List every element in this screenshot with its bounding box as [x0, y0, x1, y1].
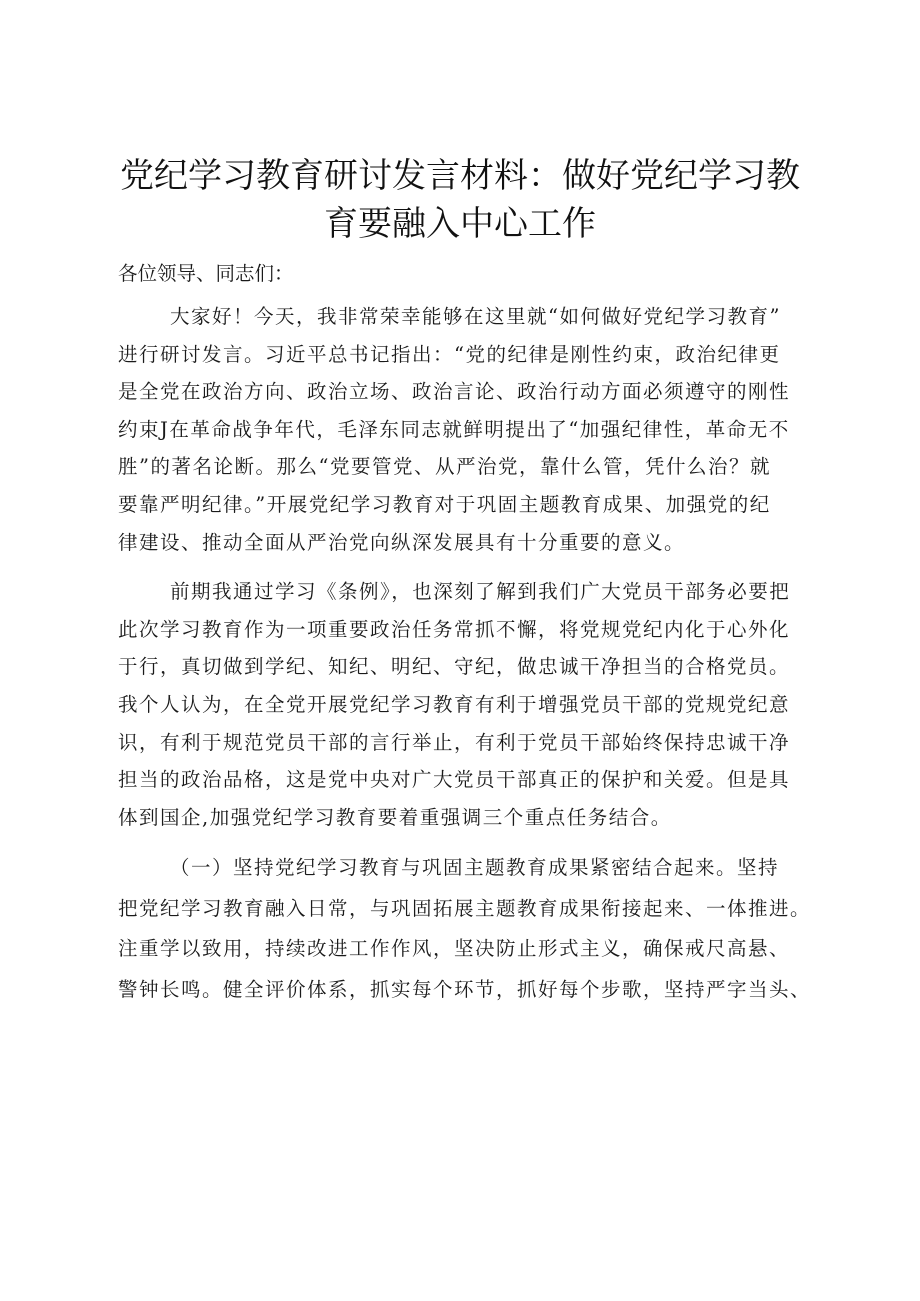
paragraph-line: 律建设、推动全面从严治党向纵深发展具有十分重要的意义。 [118, 530, 686, 554]
paragraph-line: 大家好！今天，我非常荣幸能够在这里就“如何做好党纪学习教育” [170, 305, 781, 328]
paragraph-line: 注重学以致用，持续改进工作作风，坚决防止形式主义，确保戒尺高悬、 [118, 937, 791, 961]
paragraph-line: 我个人认为，在全党开展党纪学习教育有利于增强党员干部的党规党纪意 [118, 692, 791, 716]
paragraph-line: 担当的政治品格，这是党中央对广大党员干部真正的保护和关爱。但是具 [118, 768, 791, 792]
title-line: 党纪学习教育研讨发言材料：做好党纪学习教 [120, 156, 800, 196]
paragraph-line: 此次学习教育作为一项重要政治任务常抓不懈，将党规党纪内化于心外化 [118, 617, 791, 641]
paragraph-line: 约束J在革命战争年代，毛泽东同志就鲜明提出了“加强纪律性，革命无不 [118, 417, 790, 441]
paragraph-line: 识，有利于规范党员干部的言行举止，有利于党员干部始终保持忠诚干净 [118, 730, 791, 754]
paragraph-line: 胜”的著名论断。那么“党要管党、从严治党，靠什么管，凭什么治？就 [118, 455, 771, 479]
paragraph-study [118, 573, 818, 836]
salutation: 各位领导、同志们： [118, 262, 294, 285]
paragraph-point-one [118, 848, 818, 1010]
paragraph-line: 警钟长鸣。健全评价体系，抓实每个环节，抓好每个步歌，坚持严字当头、 [118, 977, 812, 1001]
document-body [118, 258, 818, 1022]
paragraph-line: 把党纪学习教育融入日常，与巩固拓展主题教育成果衔接起来、一体推进。 [118, 896, 812, 920]
paragraph-line: 要靠严明纪律。”开展党纪学习教育对于巩固主题教育成果、加强党的纪 [118, 492, 771, 516]
paragraph-line: 体到国企,加强党纪学习教育要着重强调三个重点任务结合。 [118, 805, 672, 829]
document-title [100, 152, 820, 248]
paragraph-opening [118, 298, 818, 561]
paragraph-line: 前期我通过学习《条例》，也深刻了解到我们广大党员干部务必要把 [170, 580, 791, 604]
paragraph-line: 进行研讨发言。习近平总书记指出：“党的纪律是刚性约束，政治纪律更 [118, 342, 781, 366]
title-line: 育要融入中心工作 [324, 204, 596, 244]
paragraph-line: （一）坚持党纪学习教育与巩固主题教育成果紧密结合起来。坚持 [170, 856, 780, 880]
paragraph-line: 于行，真切做到学纪、知纪、明纪、守纪，做忠诚干净担当的合格党员。 [118, 655, 791, 679]
paragraph-line: 是全党在政治方向、政治立场、政治言论、政治行动方面必须遵守的刚性 [118, 380, 791, 404]
